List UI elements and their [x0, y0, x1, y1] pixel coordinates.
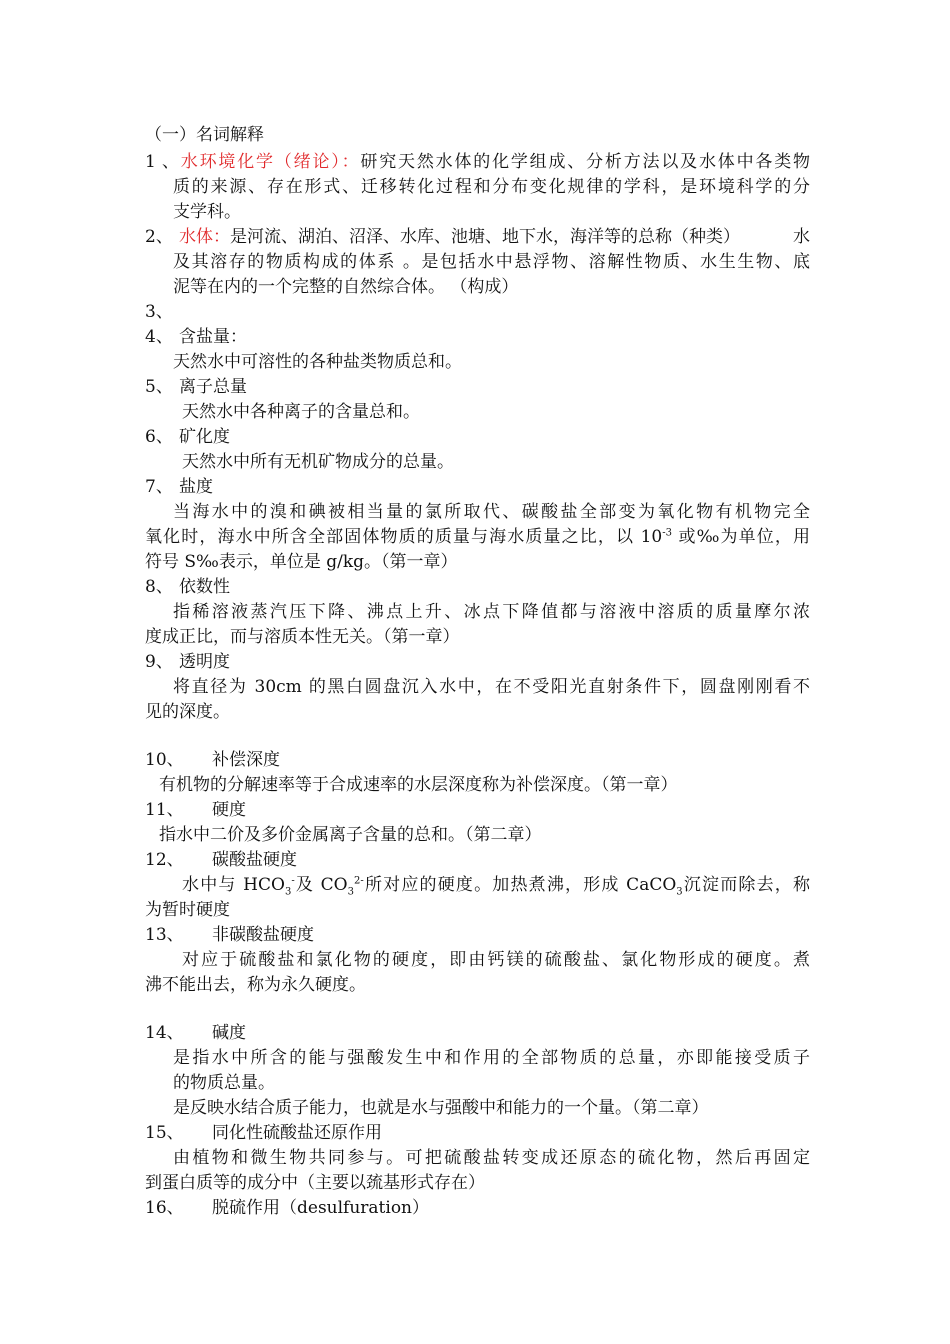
- term-12-def-line-1: 水中与 $HCO_3^-$及 $CO_3^{2-}$所对应的硬度。加热煮沸，形成 CaCO$_3$沉淀而除去，称: [182, 875, 810, 898]
- term-14-def-line-3: 是反映水结合质子能力，也就是水与强酸中和能力的一个量。（第二章）: [173, 1098, 709, 1118]
- term-4-line-1: 4、 含盐量：: [145, 327, 247, 347]
- term-14-line-1: 14、 碱度: [145, 1023, 246, 1043]
- term-15-def-line-1: 由植物和微生物共同参与。可把硫酸盐转变成还原态的硫化物，然后再固定: [173, 1148, 810, 1168]
- term-9-line-1: 9、 透明度: [145, 652, 230, 672]
- term-1-line-3: 支学科。: [173, 202, 241, 222]
- term-7-def-line-1: 当海水中的溴和碘被相当量的氯所取代、碳酸盐全部变为氧化物有机物完全: [173, 502, 810, 522]
- term-9-name: 透明度: [179, 652, 230, 672]
- term-16-line-1: 16、 脱硫作用（desulfuration）: [145, 1198, 430, 1218]
- term-11-line-1: 11、 硬度: [145, 800, 246, 820]
- term-4-def: 天然水中可溶性的各种盐类物质总和。: [173, 352, 462, 372]
- term-10-def: 有机物的分解速率等于合成速率的水层深度称为补偿深度。（第一章）: [159, 775, 678, 795]
- term-9-def-line-1: 将直径为 30cm 的黑白圆盘沉入水中，在不受阳光直射条件下，圆盘刚刚看不: [173, 677, 810, 697]
- term-3-line-1: 3、: [145, 302, 173, 322]
- term-7-def-line-2: 氧化时，海水中所含全部固体物质的质量与海水质量之比，以 $10^{-3}$ 或‰为单位，用: [145, 527, 810, 547]
- term-9-def-line-2: 见的深度。: [145, 702, 230, 722]
- term-1-line-2: 质的来源、存在形式、迁移转化过程和分布变化规律的学科，是环境科学的分: [173, 177, 810, 197]
- term-14-def-line-2: 的物质总量。: [173, 1073, 275, 1093]
- term-5-name: 离子总量: [179, 377, 247, 397]
- section-title: （一）名词解释: [145, 125, 264, 145]
- term-12-def-line-2: 为暂时硬度: [145, 900, 230, 920]
- term-13-line-1: 13、 非碳酸盐硬度: [145, 925, 314, 945]
- term-13-def-line-1: 对应于硫酸盐和氯化物的硬度，即由钙镁的硫酸盐、氯化物形成的硬度。煮: [182, 950, 810, 970]
- term-8-def-line-2: 度成正比，而与溶质本性无关。（第一章）: [145, 627, 460, 647]
- term-12-line-1: 12、 碳酸盐硬度: [145, 850, 297, 870]
- term-16-name: 脱硫作用（desulfuration）: [212, 1198, 430, 1218]
- term-4-name: 含盐量：: [179, 327, 247, 347]
- term-2-name: 水体：: [179, 227, 230, 247]
- term-6-line-1: 6、 矿化度: [145, 427, 230, 447]
- term-2-line-3: 泥等在内的一个完整的自然综合体。 （构成）: [173, 277, 519, 297]
- term-8-name: 依数性: [179, 577, 230, 597]
- term-1-name: 水环境化学（绪论）：: [179, 152, 361, 172]
- term-7-line-1: 7、 盐度: [145, 477, 213, 497]
- term-15-def-line-2: 到蛋白质等的成分中（主要以巯基形式存在）: [145, 1173, 485, 1193]
- term-10-name: 补偿深度: [212, 750, 280, 770]
- term-7-name: 盐度: [179, 477, 213, 497]
- term-11-name: 硬度: [212, 800, 246, 820]
- term-2-line-2: 及其溶存的物质构成的体系 。是包括水中悬浮物、溶解性物质、水生生物、底: [173, 252, 810, 272]
- term-6-name: 矿化度: [179, 427, 230, 447]
- term-6-def: 天然水中所有无机矿物成分的总量。: [182, 452, 454, 472]
- term-14-def-line-1: 是指水中所含的能与强酸发生中和作用的全部物质的总量，亦即能接受质子: [173, 1048, 810, 1068]
- term-7-def-line-3: 符号 S‰表示，单位是 g/kg。（第一章）: [145, 552, 458, 572]
- term-10-line-1: 10、 补偿深度: [145, 750, 280, 770]
- term-5-line-1: 5、 离子总量: [145, 377, 247, 397]
- term-5-def: 天然水中各种离子的含量总和。: [182, 402, 420, 422]
- term-14-name: 碱度: [212, 1023, 246, 1043]
- term-11-def: 指水中二价及多价金属离子含量的总和。（第二章）: [159, 825, 542, 845]
- term-2-line-1: 2、 水体：是河流、湖泊、沼泽、水库、池塘、地下水，海洋等的总称（种类） 水: [145, 227, 810, 247]
- term-15-line-1: 15、 同化性硫酸盐还原作用: [145, 1123, 382, 1143]
- term-13-def-line-2: 沸不能出去，称为永久硬度。: [145, 975, 366, 995]
- term-8-line-1: 8、 依数性: [145, 577, 230, 597]
- term-1-line-1: 1、水环境化学（绪论）：研究天然水体的化学组成、分析方法以及水体中各类物: [145, 152, 810, 172]
- term-8-def-line-1: 指稀溶液蒸汽压下降、沸点上升、冰点下降值都与溶液中溶质的质量摩尔浓: [173, 602, 810, 622]
- term-12-name: 碳酸盐硬度: [212, 850, 297, 870]
- term-15-name: 同化性硫酸盐还原作用: [212, 1123, 382, 1143]
- term-13-name: 非碳酸盐硬度: [212, 925, 314, 945]
